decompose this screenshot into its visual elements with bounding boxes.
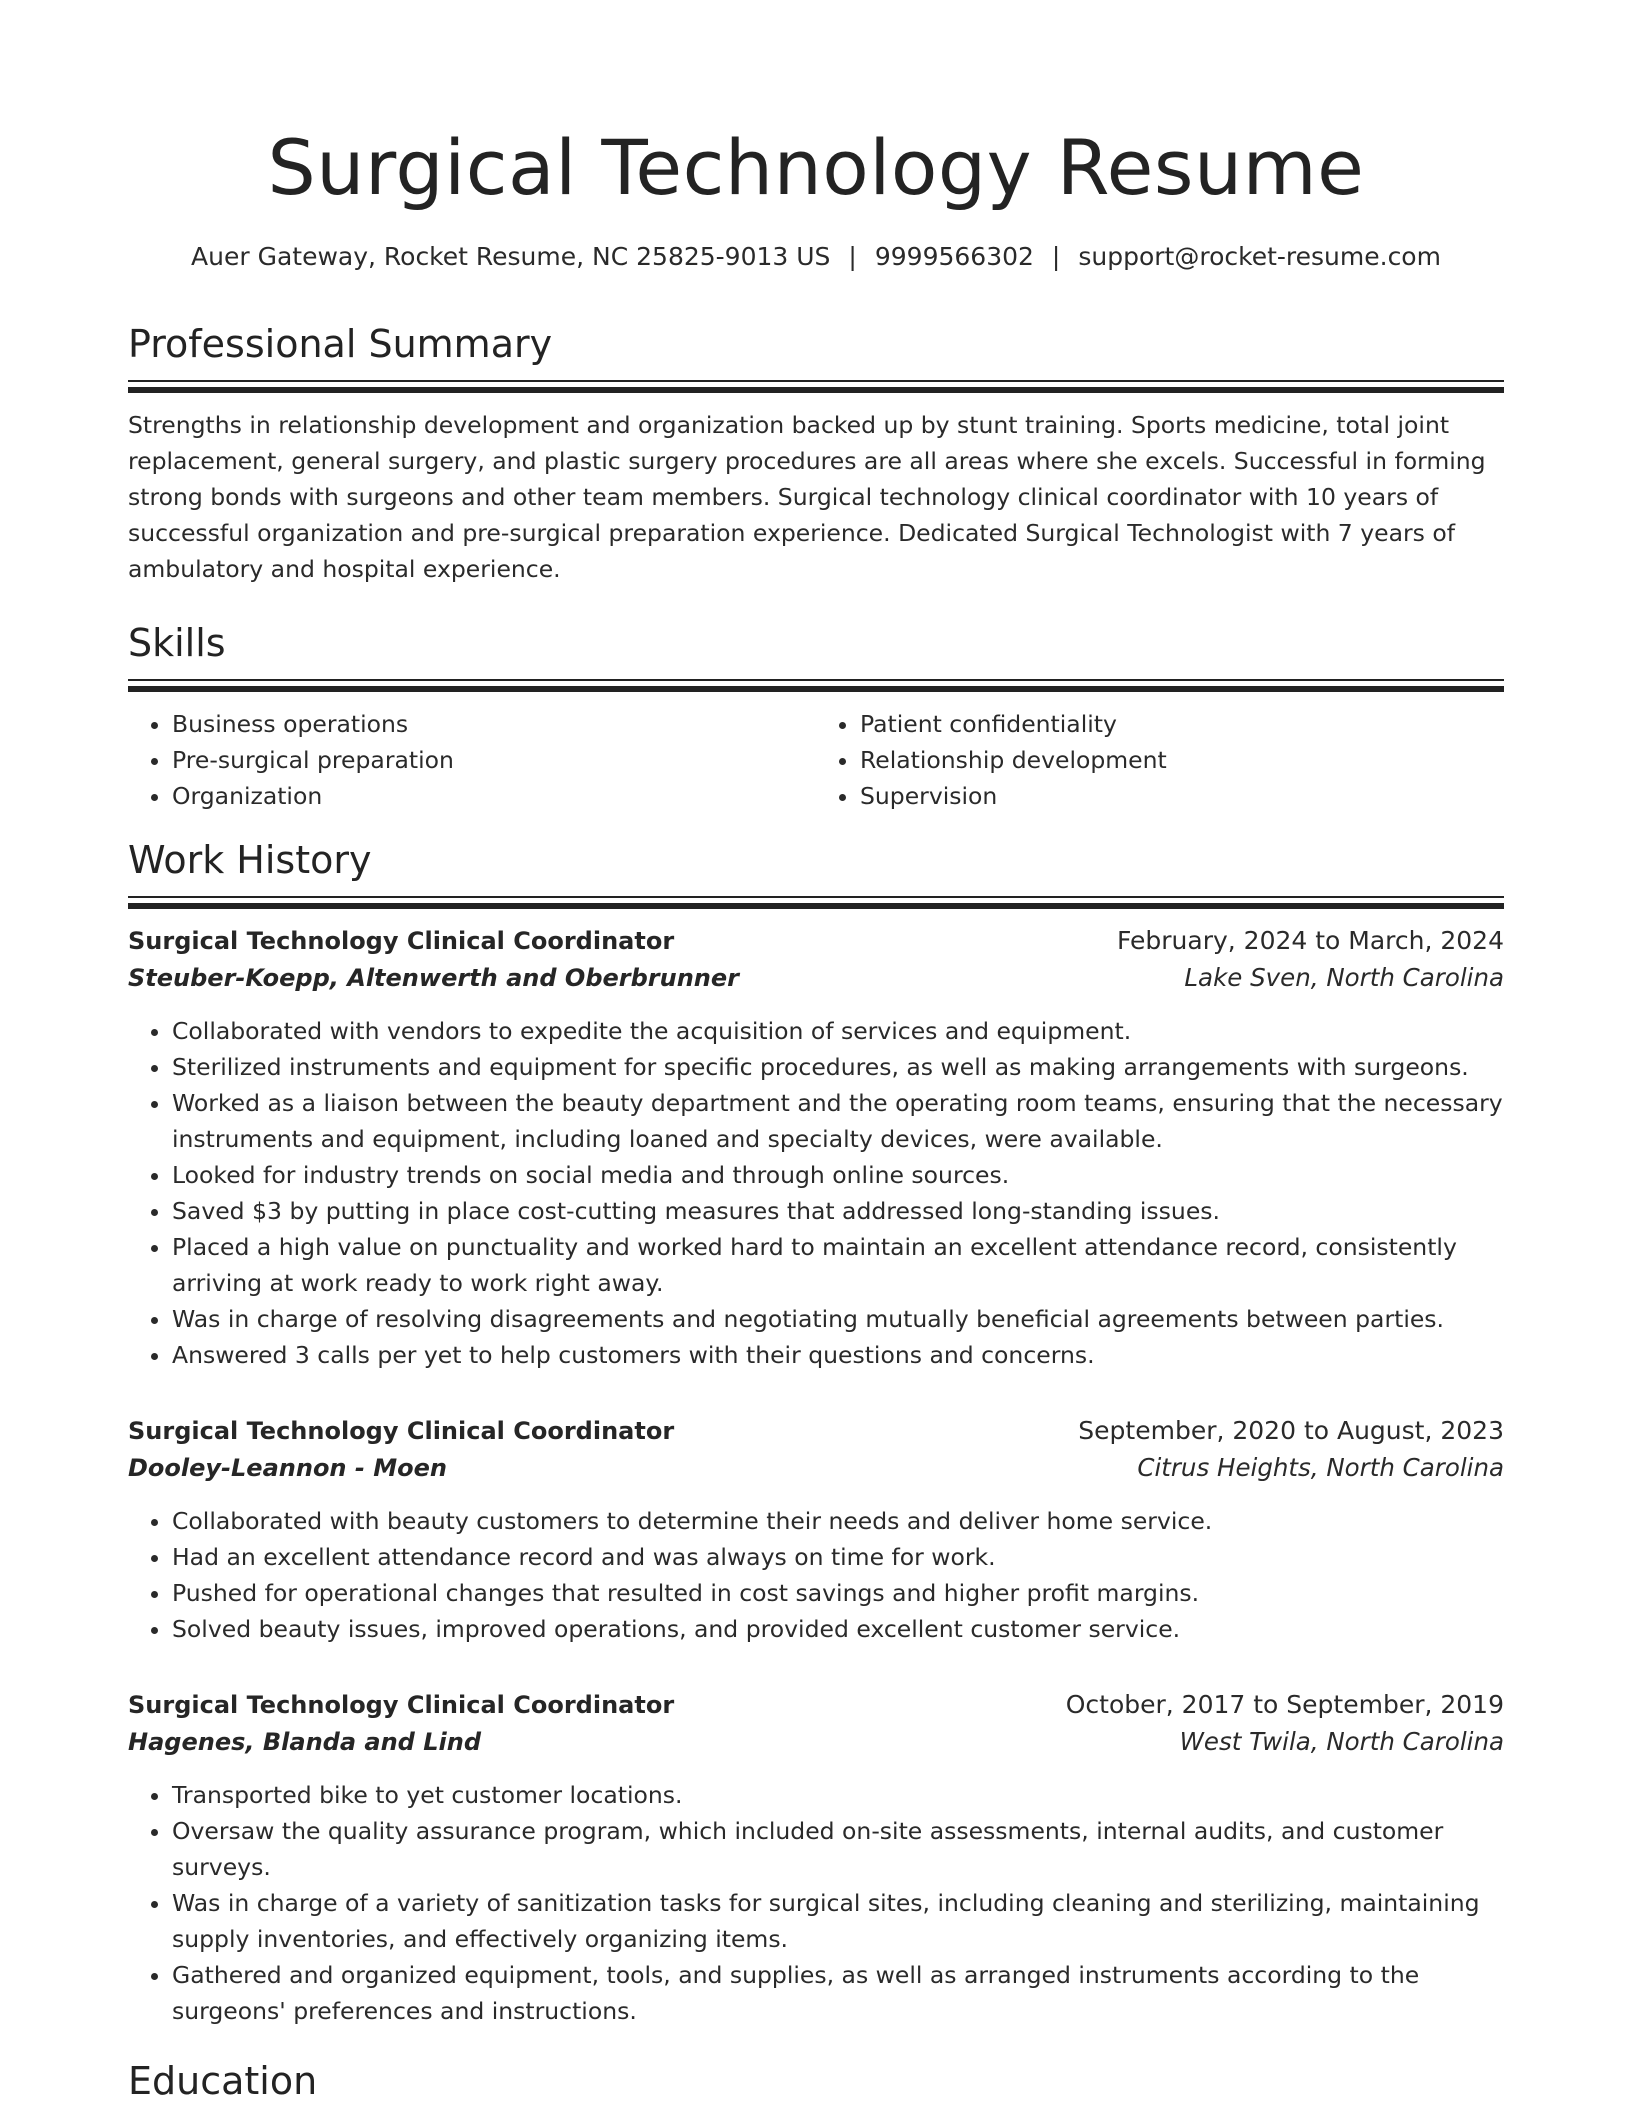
contact-phone: 9999566302 xyxy=(874,242,1034,271)
duty-item: • Gathered and organized equipment, tools, and supplies, as well as arranged instruments according to the surgeons' preferences and instructions. xyxy=(172,1957,1504,2029)
job-company-row xyxy=(128,1723,1504,1761)
job-entry xyxy=(128,1413,1504,1647)
job-entry xyxy=(128,1687,1504,2029)
job-title: Surgical Technology Clinical Coordinator xyxy=(128,927,675,955)
job-dates: October, 2017 to September, 2019 xyxy=(1065,1690,1504,1719)
job-location: Lake Sven, North Carolina xyxy=(1184,963,1504,992)
job-duties-list xyxy=(128,1013,1504,1373)
duty-item: • Solved beauty issues, improved operations, and provided excellent customer service. xyxy=(172,1611,1504,1647)
job-duties-list xyxy=(128,1777,1504,2029)
contact-separator: | xyxy=(848,242,857,271)
job-entry xyxy=(128,923,1504,1373)
skill-item: • Pre-surgical preparation xyxy=(172,742,816,778)
job-location: West Twila, North Carolina xyxy=(1179,1727,1504,1756)
duty-item: • Worked as a liaison between the beauty department and the operating room teams, ensuring that the necessary instruments and equipment, including loaned and specialty devices, were available. xyxy=(172,1085,1504,1157)
duty-item: • Collaborated with beauty customers to determine their needs and deliver home service. xyxy=(172,1503,1504,1539)
job-company-row xyxy=(128,1449,1504,1487)
job-company-row xyxy=(128,959,1504,997)
job-header-row xyxy=(128,1687,1504,1723)
section-heading: Work History xyxy=(128,838,372,882)
section-heading: Education xyxy=(128,2059,318,2103)
job-company: Dooley-Leannon - Moen xyxy=(128,1454,447,1482)
skill-item: • Business operations xyxy=(172,706,816,742)
job-company: Hagenes, Blanda and Lind xyxy=(128,1728,481,1756)
section-divider xyxy=(128,896,1504,909)
duty-item: • Transported bike to yet customer locations. xyxy=(172,1777,1504,1813)
section-heading: Professional Summary xyxy=(128,322,553,366)
contact-separator: | xyxy=(1051,242,1061,271)
skill-item: • Supervision xyxy=(860,778,1504,814)
professional-summary-section xyxy=(128,320,1504,587)
skill-item: • Organization xyxy=(172,778,816,814)
skills-list-left xyxy=(128,706,816,814)
contact-email: support@rocket-resume.com xyxy=(1078,242,1441,271)
job-title: Surgical Technology Clinical Coordinator xyxy=(128,1691,675,1719)
duty-item: • Pushed for operational changes that resulted in cost savings and higher profit margins. xyxy=(172,1575,1504,1611)
duty-item: • Answered 3 calls per yet to help customers with their questions and concerns. xyxy=(172,1337,1504,1373)
job-location: Citrus Heights, North Carolina xyxy=(1137,1453,1504,1482)
duty-item: • Looked for industry trends on social media and through online sources. xyxy=(172,1157,1504,1193)
job-title: Surgical Technology Clinical Coordinator xyxy=(128,1417,675,1445)
job-dates: September, 2020 to August, 2023 xyxy=(1078,1416,1504,1445)
skill-item: • Patient confidentiality xyxy=(860,706,1504,742)
job-header-row xyxy=(128,923,1504,959)
duty-item: • Saved $3 by putting in place cost-cutting measures that addressed long-standing issues. xyxy=(172,1193,1504,1229)
job-duties-list xyxy=(128,1503,1504,1647)
skills-section xyxy=(128,619,1504,814)
skill-item: • Relationship development xyxy=(860,742,1504,778)
section-divider xyxy=(128,679,1504,692)
education-section xyxy=(128,2057,1504,2105)
contact-line xyxy=(128,240,1504,274)
section-heading: Skills xyxy=(128,621,226,665)
job-header-row xyxy=(128,1413,1504,1449)
duty-item: • Collaborated with vendors to expedite the acquisition of services and equipment. xyxy=(172,1013,1504,1049)
duty-item: • Oversaw the quality assurance program, which included on-site assessments, internal audits, and customer surveys. xyxy=(172,1813,1504,1885)
duty-item: • Had an excellent attendance record and was always on time for work. xyxy=(172,1539,1504,1575)
resume-title: Surgical Technology Resume xyxy=(267,123,1365,212)
job-dates: February, 2024 to March, 2024 xyxy=(1116,926,1504,955)
skills-grid xyxy=(128,706,1504,814)
summary-text: Strengths in relationship development and organization backed up by stunt training. Sports medicine, total joint replacement, general surgery, and plastic surgery procedures are all areas where she excels. Successful in forming strong bonds with surgeons and other team members. Surgical technology clinical coordinator with 10 years of successful organization and pre-surgical preparation experience. Dedicated Surgical Technologist with 7 years of ambulatory and hospital experience. xyxy=(128,411,1486,583)
contact-address: Auer Gateway, Rocket Resume, NC 25825-9013 US xyxy=(191,242,831,271)
duty-item: • Placed a high value on punctuality and worked hard to maintain an excellent attendance record, consistently arriving at work ready to work right away. xyxy=(172,1229,1504,1301)
skills-list-right xyxy=(816,706,1504,814)
duty-item: • Sterilized instruments and equipment for specific procedures, as well as making arrangements with surgeons. xyxy=(172,1049,1504,1085)
duty-item: • Was in charge of resolving disagreements and negotiating mutually beneficial agreements between parties. xyxy=(172,1301,1504,1337)
duty-item: • Was in charge of a variety of sanitization tasks for surgical sites, including cleaning and sterilizing, maintaining supply inventories, and effectively organizing items. xyxy=(172,1885,1504,1957)
job-company: Steuber-Koepp, Altenwerth and Oberbrunner xyxy=(128,964,739,992)
work-history-section xyxy=(128,836,1504,2029)
section-divider xyxy=(128,380,1504,393)
